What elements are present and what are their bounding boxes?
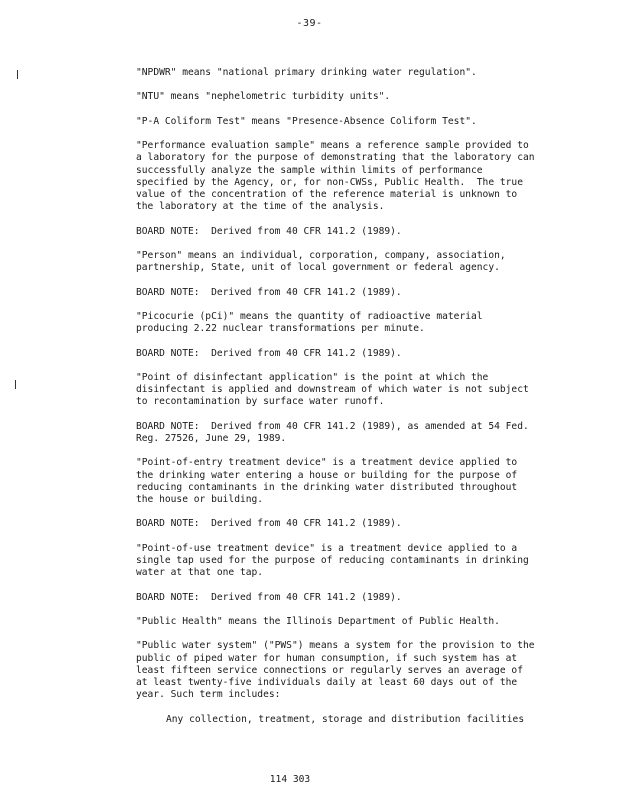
text-line: value of the concentration of the reference material is unknown to (136, 188, 518, 200)
text-line: "Point-of-entry treatment device" is a treatment device applied to (136, 457, 518, 469)
page-number: -39- (296, 18, 323, 29)
paragraph (136, 116, 556, 128)
text-line: single tap used for the purpose of reducing contaminants in drinking (136, 554, 529, 566)
paragraph (136, 67, 556, 79)
paragraph (136, 640, 556, 701)
text-line: Any collection, treatment, storage and distribution facilities (166, 713, 525, 725)
paragraph (136, 372, 556, 409)
text-line: "Person" means an individual, corporation, company, association, (136, 249, 506, 261)
text-line: "Point of disinfectant application" is the point at which the (136, 371, 489, 383)
text-line: BOARD NOTE: Derived from 40 CFR 141.2 (1989). (136, 286, 402, 298)
text-line: producing 2.22 nuclear transformations per minute. (136, 323, 425, 335)
text-line: water at that one tap. (136, 567, 264, 579)
paragraph (136, 140, 556, 213)
text-line: a laboratory for the purpose of demonstrating that the laboratory can (136, 152, 535, 164)
text-line: "Picocurie (pCi)" means the quantity of radioactive material (136, 310, 483, 322)
paragraph (136, 714, 556, 726)
text-line: the laboratory at the time of the analysis. (136, 201, 385, 213)
text-line: public of piped water for human consumption, if such system has at (136, 652, 518, 664)
text-line: BOARD NOTE: Derived from 40 CFR 141.2 (1989). (136, 591, 402, 603)
paragraph (136, 91, 556, 103)
page-footer: 114 303 (269, 774, 311, 785)
text-line: "NPDWR" means "national primary drinking water regulation". (136, 67, 477, 78)
paragraph (136, 311, 556, 335)
text-line: "Public water system" ("PWS") means a system for the provision to the (136, 640, 535, 652)
paragraph (136, 543, 556, 580)
text-line: "Public Health" means the Illinois Department of Public Health. (136, 615, 500, 627)
text-line: specified by the Agency, or, for non-CWSs, Public Health. The true (136, 176, 523, 188)
paragraph (136, 226, 556, 238)
paragraph (136, 348, 556, 360)
text-line: "Performance evaluation sample" means a reference sample provided to (136, 140, 529, 152)
text-line: "NTU" means "nephelometric turbidity units". (136, 91, 391, 103)
text-line: partnership, State, unit of local government or federal agency. (136, 262, 500, 274)
text-line: least fifteen service connections or regularly serves an average of (136, 664, 523, 676)
paragraph (136, 250, 556, 274)
paragraph (136, 518, 556, 530)
text-line: the drinking water entering a house or building for the purpose of (136, 469, 518, 481)
text-line: successfully analyze the sample within limits of performance (136, 164, 483, 176)
text-line: BOARD NOTE: Derived from 40 CFR 141.2 (1989). (136, 518, 402, 530)
revision-mark (17, 70, 18, 79)
document-body (136, 67, 556, 738)
revision-mark (15, 380, 16, 389)
text-line: disinfectant is applied and downstream of which water is not subject (136, 384, 529, 396)
text-line: "P-A Coliform Test" means "Presence-Absence Coliform Test". (136, 115, 477, 127)
text-line: BOARD NOTE: Derived from 40 CFR 141.2 (1989), as amended at 54 Fed. (136, 420, 529, 432)
text-line: BOARD NOTE: Derived from 40 CFR 141.2 (1989). (136, 347, 402, 359)
text-line: BOARD NOTE: Derived from 40 CFR 141.2 (1989). (136, 225, 402, 237)
text-line: year. Such term includes: (136, 689, 281, 701)
text-line: "Point-of-use treatment device" is a treatment device applied to a (136, 542, 518, 554)
paragraph (136, 616, 556, 628)
text-line: at least twenty-five individuals daily at least 60 days out of the (136, 676, 518, 688)
paragraph (136, 287, 556, 299)
text-line: reducing contaminants in the drinking water distributed throughout (136, 481, 518, 493)
paragraph (136, 457, 556, 506)
text-line: the house or building. (136, 493, 264, 505)
text-line: to recontamination by surface water runoff. (136, 396, 385, 408)
paragraph (136, 592, 556, 604)
text-line: Reg. 27526, June 29, 1989. (136, 432, 287, 444)
paragraph (136, 421, 556, 445)
